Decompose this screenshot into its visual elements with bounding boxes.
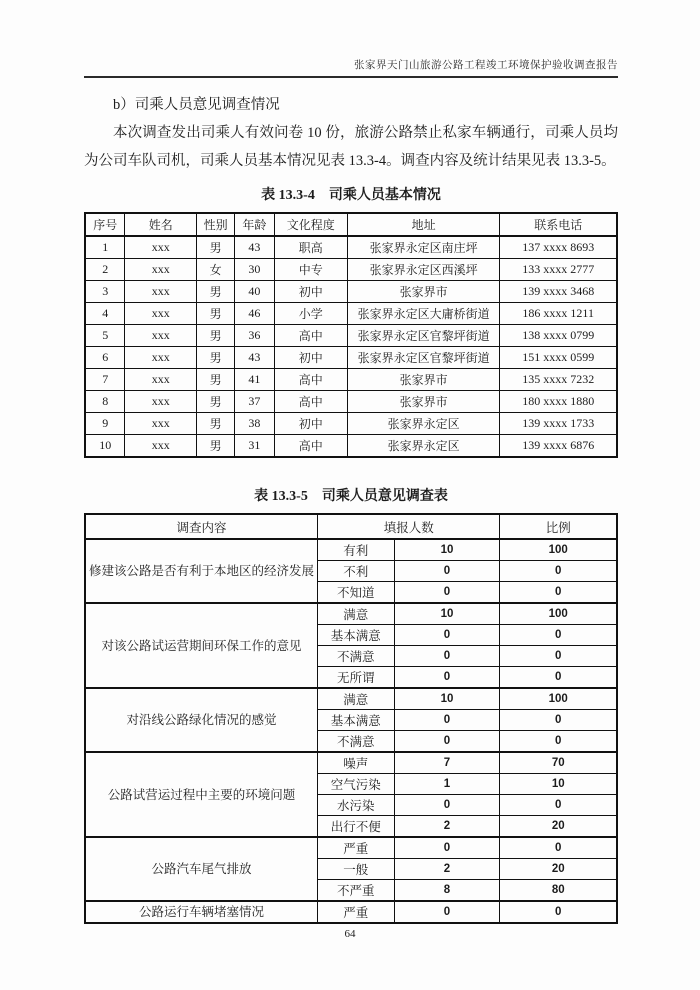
table2-caption: 表 13.3-5 司乘人员意见调查表 <box>254 489 448 504</box>
column-header: 比例 <box>500 514 617 539</box>
percentage-cell: 0 <box>500 795 617 816</box>
column-header: 性别 <box>197 213 235 236</box>
table-row <box>85 391 617 413</box>
table-cell: 138 xxxx 0799 <box>500 325 617 347</box>
percentage-cell: 0 <box>500 667 617 689</box>
table-cell: 133 xxxx 2777 <box>500 259 617 281</box>
table-cell: 1 <box>85 236 125 259</box>
respondent-count-cell: 0 <box>394 901 500 923</box>
percentage-cell: 100 <box>500 603 617 625</box>
option-label-cell: 不知道 <box>317 582 394 604</box>
respondent-count-cell: 0 <box>394 582 500 604</box>
option-label-cell: 空气污染 <box>317 774 394 795</box>
table-cell: 女 <box>197 259 235 281</box>
table-cell: 初中 <box>274 413 347 435</box>
option-label-cell: 出行不便 <box>317 816 394 838</box>
respondent-count-cell: 2 <box>394 816 500 838</box>
table-cell: 职高 <box>274 236 347 259</box>
percentage-cell: 0 <box>500 625 617 646</box>
table-cell: 41 <box>234 369 274 391</box>
table-cell: 36 <box>234 325 274 347</box>
respondent-count-cell: 1 <box>394 774 500 795</box>
column-header: 联系电话 <box>500 213 617 236</box>
option-label-cell: 不利 <box>317 561 394 582</box>
table-cell: 151 xxxx 0599 <box>500 347 617 369</box>
table-cell: 张家界永定区 <box>347 435 500 458</box>
table-cell: 张家界永定区南庄坪 <box>347 236 500 259</box>
table-cell: 张家界永定区大庸桥街道 <box>347 303 500 325</box>
table1-caption: 表 13.3-4 司乘人员基本情况 <box>261 188 441 203</box>
column-header: 文化程度 <box>274 213 347 236</box>
respondent-count-cell: 0 <box>394 646 500 667</box>
table-cell: 8 <box>85 391 125 413</box>
table-cell: 6 <box>85 347 125 369</box>
option-label-cell: 噪声 <box>317 752 394 774</box>
table-cell: 180 xxxx 1880 <box>500 391 617 413</box>
table-cell: 张家界永定区官黎坪街道 <box>347 325 500 347</box>
percentage-cell: 10 <box>500 774 617 795</box>
percentage-cell: 20 <box>500 859 617 880</box>
table-row <box>85 303 617 325</box>
table-cell: xxx <box>125 303 197 325</box>
table-cell: 小学 <box>274 303 347 325</box>
survey-topic-cell: 公路汽车尾气排放 <box>85 837 317 901</box>
survey-topic-cell: 对沿线公路绿化情况的感觉 <box>85 688 317 752</box>
survey-topic-cell: 对该公路试运营期间环保工作的意见 <box>85 603 317 688</box>
respondent-count-cell: 0 <box>394 837 500 859</box>
table-cell: 男 <box>197 281 235 303</box>
table-cell: 37 <box>234 391 274 413</box>
table-cell: 7 <box>85 369 125 391</box>
respondent-count-cell: 7 <box>394 752 500 774</box>
table-cell: 高中 <box>274 369 347 391</box>
table-cell: 139 xxxx 3468 <box>500 281 617 303</box>
table-row <box>85 369 617 391</box>
column-header: 填报人数 <box>317 514 499 539</box>
table-row <box>85 281 617 303</box>
option-label-cell: 不满意 <box>317 731 394 753</box>
table-cell: 张家界市 <box>347 369 500 391</box>
option-label-cell: 基本满意 <box>317 625 394 646</box>
table-cell: 男 <box>197 236 235 259</box>
option-label-cell: 基本满意 <box>317 710 394 731</box>
option-label-cell: 一般 <box>317 859 394 880</box>
respondent-count-cell: 0 <box>394 731 500 753</box>
table-cell: 男 <box>197 369 235 391</box>
table-cell: 38 <box>234 413 274 435</box>
table-cell: xxx <box>125 281 197 303</box>
table-cell: 初中 <box>274 347 347 369</box>
column-header: 年龄 <box>234 213 274 236</box>
respondent-count-cell: 10 <box>394 603 500 625</box>
table-cell: 男 <box>197 435 235 458</box>
basic-info-table <box>84 212 618 458</box>
percentage-cell: 100 <box>500 688 617 710</box>
option-label-cell: 有利 <box>317 539 394 561</box>
respondent-count-cell: 8 <box>394 880 500 902</box>
table-cell: 135 xxxx 7232 <box>500 369 617 391</box>
survey-topic-cell: 公路试营运过程中主要的环境问题 <box>85 752 317 837</box>
table-row <box>85 603 617 625</box>
table-cell: 高中 <box>274 391 347 413</box>
table-cell: xxx <box>125 435 197 458</box>
option-label-cell: 水污染 <box>317 795 394 816</box>
page-number: 64 <box>344 928 356 940</box>
percentage-cell: 0 <box>500 731 617 753</box>
table-cell: 186 xxxx 1211 <box>500 303 617 325</box>
option-label-cell: 不严重 <box>317 880 394 902</box>
table-header-row <box>85 514 617 539</box>
page-header <box>84 0 618 78</box>
table-row <box>85 435 617 458</box>
table-cell: 张家界市 <box>347 281 500 303</box>
respondent-count-cell: 0 <box>394 625 500 646</box>
survey-topic-cell: 修建该公路是否有利于本地区的经济发展 <box>85 539 317 603</box>
percentage-cell: 0 <box>500 710 617 731</box>
option-label-cell: 严重 <box>317 901 394 923</box>
body-paragraph: 本次调查发出司乘人有效问卷 10 份，旅游公路禁止私家车辆通行，司乘人员均为公司车队司机，司乘人员基本情况见表 13.3-4。调查内容及统计结果见表 13.3-5。 <box>84 125 618 169</box>
table-cell: 40 <box>234 281 274 303</box>
table-cell: 张家界市 <box>347 391 500 413</box>
column-header: 调查内容 <box>85 514 317 539</box>
table-cell: 3 <box>85 281 125 303</box>
option-label-cell: 无所谓 <box>317 667 394 689</box>
respondent-count-cell: 0 <box>394 667 500 689</box>
table-cell: 139 xxxx 6876 <box>500 435 617 458</box>
table-cell: 张家界永定区 <box>347 413 500 435</box>
table-cell: xxx <box>125 236 197 259</box>
column-header: 序号 <box>85 213 125 236</box>
column-header: 姓名 <box>125 213 197 236</box>
table-cell: 43 <box>234 236 274 259</box>
table-cell: 中专 <box>274 259 347 281</box>
table-cell: xxx <box>125 413 197 435</box>
option-label-cell: 满意 <box>317 688 394 710</box>
table-cell: 男 <box>197 391 235 413</box>
percentage-cell: 0 <box>500 837 617 859</box>
section-heading: b）司乘人员意见调查情况 <box>113 97 280 113</box>
table-cell: 张家界永定区官黎坪街道 <box>347 347 500 369</box>
table-cell: 男 <box>197 325 235 347</box>
table-row <box>85 752 617 774</box>
percentage-cell: 80 <box>500 880 617 902</box>
survey-topic-cell: 公路运行车辆堵塞情况 <box>85 901 317 923</box>
option-label-cell: 不满意 <box>317 646 394 667</box>
table-row <box>85 413 617 435</box>
table-header-row <box>85 213 617 236</box>
table-cell: xxx <box>125 369 197 391</box>
respondent-count-cell: 10 <box>394 539 500 561</box>
opinion-survey-table <box>84 513 618 924</box>
table-cell: 31 <box>234 435 274 458</box>
table-row <box>85 901 617 923</box>
percentage-cell: 0 <box>500 646 617 667</box>
header-title: 张家界天门山旅游公路工程竣工环境保护验收调查报告 <box>354 60 618 71</box>
table-cell: xxx <box>125 325 197 347</box>
table-cell: 高中 <box>274 325 347 347</box>
percentage-cell: 0 <box>500 561 617 582</box>
table-cell: xxx <box>125 347 197 369</box>
respondent-count-cell: 10 <box>394 688 500 710</box>
percentage-cell: 100 <box>500 539 617 561</box>
table-row <box>85 259 617 281</box>
table-cell: 高中 <box>274 435 347 458</box>
table-cell: 137 xxxx 8693 <box>500 236 617 259</box>
percentage-cell: 70 <box>500 752 617 774</box>
table-cell: 46 <box>234 303 274 325</box>
table-cell: 男 <box>197 347 235 369</box>
table-row <box>85 325 617 347</box>
percentage-cell: 20 <box>500 816 617 838</box>
percentage-cell: 0 <box>500 901 617 923</box>
table-cell: 139 xxxx 1733 <box>500 413 617 435</box>
table-row <box>85 347 617 369</box>
respondent-count-cell: 0 <box>394 561 500 582</box>
option-label-cell: 严重 <box>317 837 394 859</box>
table-cell: 10 <box>85 435 125 458</box>
table-cell: 张家界永定区西溪坪 <box>347 259 500 281</box>
option-label-cell: 满意 <box>317 603 394 625</box>
percentage-cell: 0 <box>500 582 617 604</box>
table-cell: 男 <box>197 413 235 435</box>
table-row <box>85 539 617 561</box>
table-cell: xxx <box>125 391 197 413</box>
table-cell: 30 <box>234 259 274 281</box>
table-cell: xxx <box>125 259 197 281</box>
respondent-count-cell: 0 <box>394 795 500 816</box>
table-cell: 2 <box>85 259 125 281</box>
table-cell: 5 <box>85 325 125 347</box>
table-cell: 初中 <box>274 281 347 303</box>
respondent-count-cell: 2 <box>394 859 500 880</box>
column-header: 地址 <box>347 213 500 236</box>
table-cell: 9 <box>85 413 125 435</box>
table-row <box>85 837 617 859</box>
table-row <box>85 688 617 710</box>
table-cell: 4 <box>85 303 125 325</box>
table-cell: 43 <box>234 347 274 369</box>
table-cell: 男 <box>197 303 235 325</box>
table-row <box>85 236 617 259</box>
respondent-count-cell: 0 <box>394 710 500 731</box>
